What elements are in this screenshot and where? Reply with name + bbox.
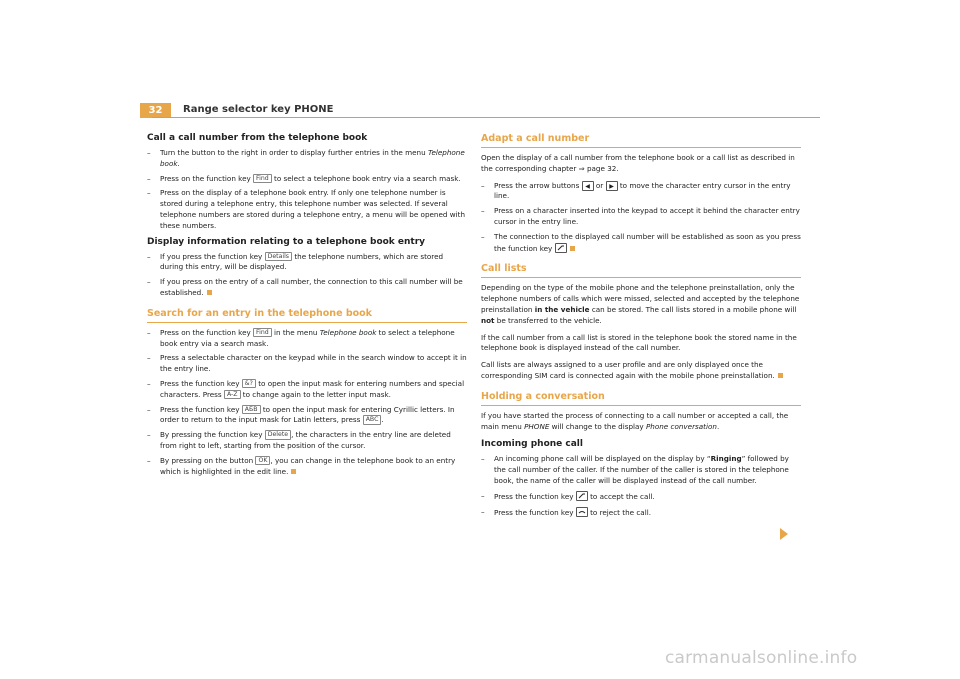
end-mark-icon [207, 290, 212, 295]
phone-accept-icon [555, 243, 567, 253]
list-item: – If you press on the entry of a call number, the connection to this call number will be established. [147, 277, 463, 297]
heading-call-number: Call a call number from the telephone book [147, 133, 368, 143]
next-page-arrow-icon[interactable] [780, 528, 788, 540]
paragraph: Depending on the type of the mobile phone and the telephone preinstallation, only the telephone numbers of calls which were missed, selected and accepted by the telephone preinstallation in the vehicle can be stored. The call lists stored in a mobile phone will not be transferred to the vehicle. [481, 283, 800, 325]
list-item: – Press on the function key Find to select a telephone book entry via a search mask. [147, 173, 461, 183]
list-item: – Press the function key to accept the call. [481, 490, 655, 501]
list-item: – By pressing on the button OK , you can change in the telephone book to an entry which is highlighted in the edit line. [147, 455, 456, 476]
arrow-right-icon: ▶ [606, 181, 618, 191]
heading-holding-conversation: Holding a conversation [481, 390, 801, 406]
list-item: – Press the function key &? to open the input mask for entering numbers and special characters. Press A-Z to change again to the letter input mask. [147, 378, 465, 399]
find-key: Find [253, 174, 272, 184]
cyrillic-key: АБВ [242, 405, 261, 415]
list-item: – Press on the display of a telephone book entry. If only one telephone number is stored during a telephone entry, this telephone number was selected. If several telephone numbers are stored during a telephone entry, a menu will be opened with these numbers. [147, 188, 466, 230]
heading-display-info: Display information relating to a telephone book entry [147, 236, 426, 247]
end-mark-icon [291, 469, 296, 474]
header-rule [152, 117, 820, 118]
header-title: Range selector key PHONE [183, 104, 334, 115]
delete-key: Delete [265, 430, 291, 440]
abc-key: ABC [363, 415, 382, 425]
find-key: Find [253, 328, 272, 338]
list-item: – If you press the function key Details the telephone numbers, which are stored during this entry, will be displayed. [147, 251, 444, 272]
end-mark-icon [570, 246, 575, 251]
left-column [147, 128, 467, 481]
phone-reject-icon [576, 507, 588, 517]
end-mark-icon [778, 373, 783, 378]
arrow-left-icon: ◀ [582, 181, 594, 191]
special-chars-key: &? [242, 379, 256, 389]
details-key: Details [265, 252, 292, 262]
list-item: – Press on a character inserted into the keypad to accept it behind the character entry cursor in the entry line. [481, 206, 800, 226]
watermark: carmanualsonline.info [665, 648, 858, 668]
list-item: – Press the function key АБВ to open the input mask for entering Cyrillic letters. In order to return to the input mask for Latin letters, press ABC . [147, 404, 455, 425]
paragraph: Open the display of a call number from the telephone book or a call list as described in the corresponding chapter ⇒ page 32. [481, 153, 795, 173]
heading-adapt-number: Adapt a call number [481, 132, 801, 148]
heading-call-lists: Call lists [481, 262, 801, 278]
list-item: – Press on the function key Find in the menu Telephone book to select a telephone book entry via a search mask. [147, 327, 455, 348]
right-column [481, 124, 801, 522]
paragraph: Call lists are always assigned to a user profile and are only displayed once the corresponding SIM card is connected again with the mobile phone preinstallation. [481, 360, 801, 382]
az-key: A-Z [224, 390, 241, 400]
paragraph: If you have started the process of connecting to a call number or accepted a call, the main menu PHONE will change to the display Phone conversation. [481, 410, 789, 431]
ok-key: OK [255, 456, 270, 466]
list-item: – By pressing the function key Delete , the characters in the entry line are deleted from right to left, starting from the position of the cursor. [147, 430, 451, 450]
list-item: – Press the function key to reject the call. [481, 506, 651, 517]
heading-search-entry: Search for an entry in the telephone book [147, 307, 467, 323]
list-item: – Turn the button to the right in order to display further entries in the menu Telephone book. [147, 148, 465, 168]
list-item: – Press the arrow buttons ◀ or ▶ to move the character entry cursor in the entry line. [481, 180, 791, 201]
list-item: – An incoming phone call will be displayed on the display by “Ringing” followed by the call number of the caller. If the number of the caller is stored in the telephone book, the name of the caller will be displayed instead of the call number. [481, 454, 789, 485]
phone-accept-icon [576, 491, 588, 501]
heading-incoming-call: Incoming phone call [481, 439, 583, 450]
list-item: – Press a selectable character on the keypad while in the search window to accept it in the entry line. [147, 353, 467, 374]
list-item: – The connection to the displayed call number will be established as soon as you press the function key [481, 231, 801, 253]
paragraph: If the call number from a call list is stored in the telephone book the stored name in the telephone book is displayed instead of the call number. [481, 332, 797, 353]
page-number: 32 [140, 103, 171, 118]
